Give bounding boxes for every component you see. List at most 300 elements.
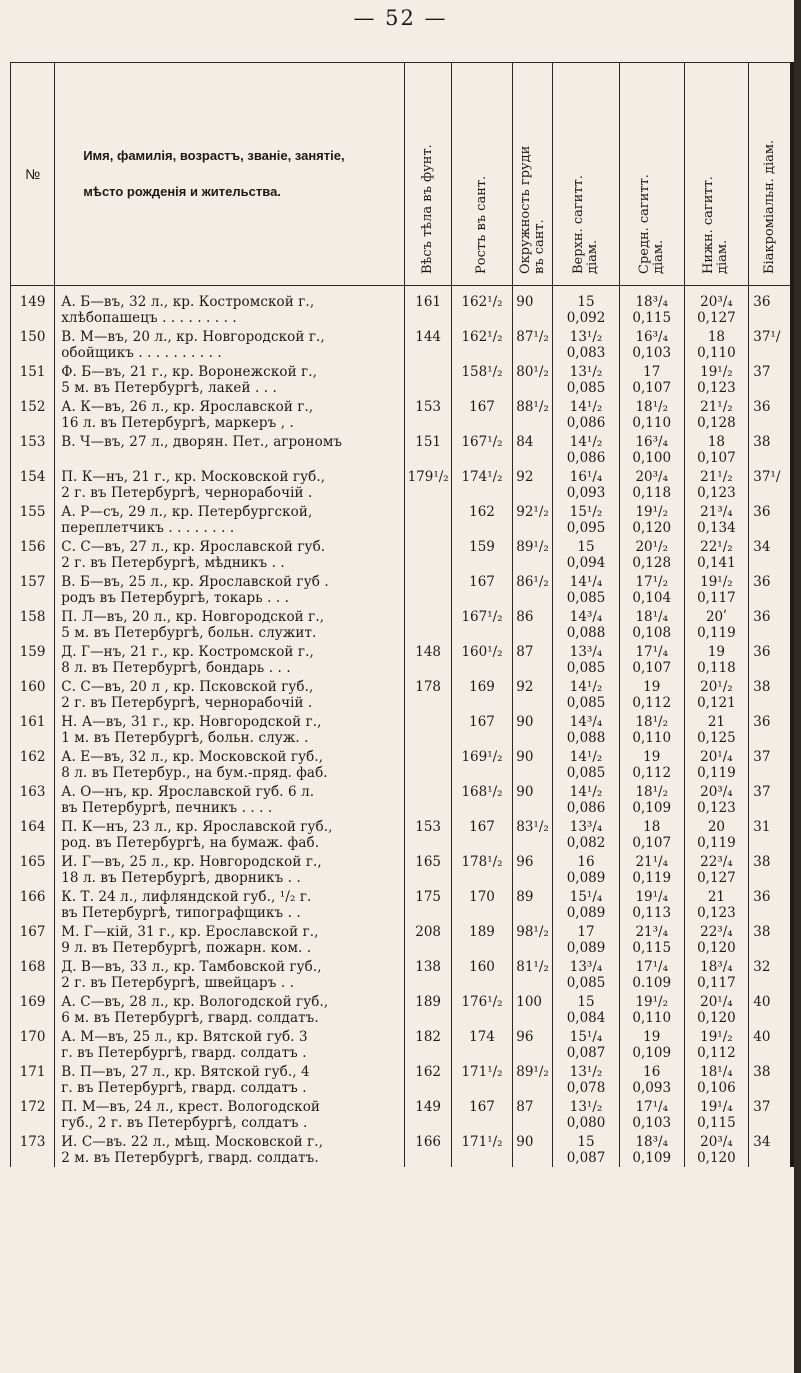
row-description-line2: 9 л. въ Петербургѣ, пожарн. ком. . — [61, 940, 312, 956]
row-height — [451, 1132, 512, 1167]
row-middle-sagittal — [619, 782, 684, 817]
row-middle-index: 0,120 — [632, 520, 672, 536]
row-middle-sagittal — [619, 957, 684, 992]
row-biacromial — [749, 852, 793, 887]
row-number — [11, 922, 55, 957]
row-height — [451, 992, 512, 1027]
row-number — [11, 677, 55, 712]
row-description — [55, 1027, 405, 1062]
row-height-text: 189 — [469, 924, 495, 940]
row-chest — [513, 852, 553, 887]
row-middle-value: 20¹/₂ — [635, 539, 669, 555]
table-row — [11, 642, 794, 677]
row-weight-text: 189 — [415, 994, 442, 1010]
row-biacromial-text: 38 — [753, 924, 771, 940]
row-upper-value: 14³/₄ — [569, 609, 603, 625]
row-lower-value: 18¹/₄ — [700, 1064, 733, 1080]
row-weight-text: 166 — [415, 1134, 442, 1150]
row-biacromial — [749, 747, 793, 782]
row-biacromial — [749, 327, 793, 362]
row-upper-index: 0,089 — [566, 870, 606, 886]
row-lower-value: 22¹/₂ — [700, 539, 733, 555]
row-upper-sagittal — [553, 922, 620, 957]
row-upper-value: 16¹/₄ — [569, 469, 603, 485]
row-biacromial — [749, 677, 793, 712]
row-biacromial-text: 36 — [753, 294, 771, 310]
row-middle-index: 0,110 — [632, 730, 672, 746]
row-middle-value: 17 — [643, 364, 661, 380]
row-middle-sagittal — [619, 292, 684, 327]
row-description-line2: переплетчикъ . . . . . . . . — [61, 520, 235, 536]
row-middle-value: 19 — [643, 749, 661, 765]
row-upper-index: 0,088 — [566, 730, 606, 746]
table-row — [11, 677, 794, 712]
row-upper-value: 13¹/₂ — [569, 1099, 603, 1115]
row-weight — [405, 677, 451, 712]
row-number-text: 162 — [19, 749, 46, 765]
row-number-text: 161 — [19, 714, 46, 730]
row-description-line2: въ Петербургѣ, типографщикъ . . — [61, 905, 301, 921]
row-middle-sagittal — [619, 1132, 684, 1167]
row-biacromial-text: 37 — [753, 1099, 771, 1115]
row-number-text: 163 — [19, 784, 46, 800]
row-lower-value: 18³/₄ — [700, 959, 733, 975]
row-weight — [405, 502, 451, 537]
row-height — [451, 467, 512, 502]
row-middle-value: 18³/₄ — [635, 294, 669, 310]
row-lower-sagittal — [684, 1062, 749, 1097]
row-lower-value: 20¹/₄ — [700, 749, 733, 765]
row-middle-value: 18³/₄ — [635, 1134, 669, 1150]
header-middle-line1: Средн. сагитт. — [636, 174, 652, 274]
row-lower-sagittal — [684, 852, 749, 887]
row-description-line1: Д. В—въ, 33 л., кр. Тамбовской губ., — [61, 959, 322, 975]
row-lower-index: 0,119 — [697, 765, 736, 781]
row-height — [451, 502, 512, 537]
row-biacromial-text: 36 — [753, 609, 771, 625]
row-middle-index: 0,107 — [632, 835, 672, 851]
row-weight — [405, 887, 451, 922]
row-lower-value: 21³/₄ — [700, 504, 733, 520]
table-row — [11, 922, 794, 957]
row-upper-sagittal — [553, 1097, 620, 1132]
row-lower-sagittal — [684, 817, 749, 852]
row-description-line1: В. Б—въ, 25 л., кр. Ярославской губ . — [61, 574, 329, 590]
row-upper-value: 15¹/₄ — [569, 1029, 603, 1045]
row-lower-index: 0,141 — [697, 555, 736, 571]
row-lower-value: 22³/₄ — [700, 854, 733, 870]
row-lower-sagittal — [684, 607, 749, 642]
row-number-text: 170 — [19, 1029, 46, 1045]
row-weight — [405, 957, 451, 992]
row-upper-index: 0,085 — [566, 590, 606, 606]
row-middle-index: 0,109 — [632, 800, 672, 816]
row-middle-value: 18¹/₂ — [635, 784, 669, 800]
row-upper-value: 13¹/₂ — [569, 364, 603, 380]
row-height — [451, 537, 512, 572]
row-description-line1: В. П—въ, 27 л., кр. Вятской губ., 4 — [61, 1064, 310, 1080]
row-weight — [405, 747, 451, 782]
row-number — [11, 817, 55, 852]
row-description-line2: 5 м. въ Петербургѣ, лакей . . . — [61, 380, 277, 396]
row-number — [11, 782, 55, 817]
row-biacromial — [749, 817, 793, 852]
row-description — [55, 362, 405, 397]
row-description — [55, 677, 405, 712]
table-row — [11, 292, 794, 327]
row-height — [451, 1027, 512, 1062]
row-description-line2: 2 г. въ Петербургѣ, чернорабочій . — [61, 485, 313, 501]
row-description-line2: обойщикъ . . . . . . . . . . — [61, 345, 222, 361]
row-lower-sagittal — [684, 327, 749, 362]
row-number-text: 171 — [19, 1064, 46, 1080]
row-lower-value: 19¹/₂ — [700, 364, 733, 380]
row-lower-index: 0,134 — [697, 520, 736, 536]
row-chest-text: 80¹/₂ — [516, 364, 549, 380]
row-weight — [405, 432, 451, 467]
row-description-line1: Д. Г—нъ, 21 г., кр. Костромской г., — [61, 644, 314, 660]
header-upper-sagittal — [553, 63, 620, 286]
header-biacromial-text: Біакроміальн. діам. — [761, 139, 777, 274]
table-row — [11, 747, 794, 782]
row-description-line2: 16 л. въ Петербургѣ, маркеръ , . — [61, 415, 294, 431]
table-row — [11, 712, 794, 747]
row-description-line2: г. въ Петербургѣ, гвард. солдатъ . — [61, 1045, 307, 1061]
row-middle-index: 0,103 — [632, 345, 672, 361]
row-lower-sagittal — [684, 887, 749, 922]
header-lower-line1: Нижн. сагитт. — [701, 176, 717, 274]
row-height-text: 167 — [469, 714, 495, 730]
row-biacromial-text: 36 — [753, 644, 771, 660]
row-middle-sagittal — [619, 327, 684, 362]
row-chest — [513, 432, 553, 467]
row-middle-index: 0,093 — [632, 1080, 672, 1096]
row-upper-sagittal — [553, 852, 620, 887]
row-number — [11, 537, 55, 572]
row-upper-index: 0,080 — [566, 1115, 606, 1131]
header-lower-sagittal — [684, 63, 749, 286]
row-description — [55, 467, 405, 502]
row-weight-text: 208 — [415, 924, 442, 940]
row-number-text: 169 — [19, 994, 46, 1010]
row-chest-text: 81¹/₂ — [516, 959, 549, 975]
row-number — [11, 502, 55, 537]
header-height — [451, 63, 512, 286]
row-chest — [513, 327, 553, 362]
row-weight — [405, 467, 451, 502]
row-number — [11, 1132, 55, 1167]
row-chest-text: 89¹/₂ — [516, 1064, 549, 1080]
row-upper-index: 0,085 — [566, 765, 606, 781]
row-chest — [513, 712, 553, 747]
row-description — [55, 782, 405, 817]
row-number-text: 167 — [19, 924, 46, 940]
row-lower-index: 0,107 — [697, 450, 736, 466]
row-biacromial — [749, 1062, 793, 1097]
row-lower-index: 0,127 — [697, 870, 736, 886]
row-number — [11, 1097, 55, 1132]
row-height — [451, 712, 512, 747]
row-description-line2: 8 л. въ Петербур., на бум.-пряд. фаб. — [61, 765, 328, 781]
row-upper-value: 13¹/₂ — [569, 1064, 603, 1080]
row-middle-index: 0,112 — [632, 695, 672, 711]
row-lower-sagittal — [684, 1132, 749, 1167]
row-middle-sagittal — [619, 712, 684, 747]
row-description-line1: А. К—въ, 26 л., кр. Ярославской г., — [61, 399, 314, 415]
row-lower-sagittal — [684, 992, 749, 1027]
row-chest — [513, 642, 553, 677]
page-number: — 52 — — [353, 6, 448, 30]
row-middle-value: 19¹/₂ — [635, 994, 669, 1010]
row-upper-index: 0,087 — [566, 1150, 606, 1166]
row-upper-index: 0,086 — [566, 800, 606, 816]
row-weight-text: 153 — [415, 819, 442, 835]
row-middle-index: 0,115 — [632, 940, 672, 956]
row-weight — [405, 782, 451, 817]
row-description-line2: 2 г. въ Петербургѣ, чернорабочій . — [61, 695, 313, 711]
row-lower-index: 0,125 — [697, 730, 736, 746]
row-lower-index: 0,118 — [697, 660, 736, 676]
row-lower-index: 0,120 — [697, 940, 736, 956]
row-chest-text: 89 — [516, 889, 534, 905]
row-description-line1: К. Т. 24 л., лифляндской губ., ¹/₂ г. — [61, 889, 312, 905]
row-lower-index: 0,120 — [697, 1150, 736, 1166]
row-number — [11, 712, 55, 747]
row-upper-index: 0,086 — [566, 450, 606, 466]
row-chest — [513, 1027, 553, 1062]
row-upper-sagittal — [553, 677, 620, 712]
row-upper-index: 0,092 — [566, 310, 606, 326]
table-row — [11, 467, 794, 502]
row-chest — [513, 1097, 553, 1132]
row-description-line1: Н. А—въ, 31 г., кр. Новгородской г., — [61, 714, 322, 730]
row-lower-sagittal — [684, 712, 749, 747]
row-height-text: 167 — [469, 574, 495, 590]
table-row — [11, 852, 794, 887]
row-number-text: 155 — [19, 504, 46, 520]
row-middle-index: 0,103 — [632, 1115, 672, 1131]
row-middle-index: 0,104 — [632, 590, 672, 606]
header-weight-text: Вѣсъ тѣла въ фунт. — [420, 144, 436, 274]
row-description — [55, 642, 405, 677]
row-height-text: 160¹/₂ — [461, 644, 503, 660]
row-lower-sagittal — [684, 642, 749, 677]
row-lower-sagittal — [684, 1027, 749, 1062]
row-lower-sagittal — [684, 502, 749, 537]
row-height-text: 167 — [469, 399, 495, 415]
row-upper-sagittal — [553, 887, 620, 922]
row-middle-index: 0,118 — [632, 485, 672, 501]
row-number-text: 154 — [19, 469, 46, 485]
row-middle-value: 18¹/₂ — [635, 399, 669, 415]
row-weight-text: 161 — [415, 294, 442, 310]
row-middle-sagittal — [619, 502, 684, 537]
row-height-text: 169¹/₂ — [461, 749, 503, 765]
row-description-line2: 18 л. въ Петербургѣ, дворникъ . . — [61, 870, 301, 886]
header-lower-line2: діам. — [715, 239, 731, 274]
row-biacromial — [749, 502, 793, 537]
header-number: № — [11, 63, 55, 286]
row-lower-sagittal — [684, 537, 749, 572]
row-description-line2: 6 м. въ Петербургѣ, гвард. солдатъ. — [61, 1010, 319, 1026]
row-biacromial — [749, 572, 793, 607]
row-chest-text: 90 — [516, 749, 534, 765]
row-middle-value: 18¹/₂ — [635, 714, 669, 730]
row-height-text: 167¹/₂ — [461, 609, 503, 625]
row-middle-index: 0,119 — [632, 870, 672, 886]
row-description-line1: И. Г—въ, 25 л., кр. Новгородской г., — [61, 854, 322, 870]
header-name — [55, 63, 405, 286]
row-biacromial — [749, 992, 793, 1027]
row-middle-index: 0,128 — [632, 555, 672, 571]
row-biacromial-text: 36 — [753, 714, 771, 730]
row-upper-value: 13³/₄ — [569, 644, 603, 660]
row-middle-sagittal — [619, 992, 684, 1027]
row-height-text: 174 — [469, 1029, 495, 1045]
row-weight-text: 179¹/₂ — [407, 469, 449, 485]
row-middle-index: 0,107 — [632, 380, 672, 396]
row-weight-text: 162 — [415, 1064, 442, 1080]
table-row — [11, 1097, 794, 1132]
row-upper-sagittal — [553, 712, 620, 747]
row-middle-value: 17¹/₂ — [635, 574, 669, 590]
row-upper-value: 14³/₄ — [569, 714, 603, 730]
row-lower-index: 0,112 — [697, 1045, 736, 1061]
row-upper-sagittal — [553, 747, 620, 782]
row-number-text: 151 — [19, 364, 46, 380]
row-middle-value: 17¹/₄ — [635, 959, 669, 975]
row-weight — [405, 992, 451, 1027]
row-chest-text: 87 — [516, 644, 534, 660]
row-description — [55, 747, 405, 782]
row-biacromial-text: 38 — [753, 679, 771, 695]
row-upper-sagittal — [553, 1027, 620, 1062]
row-description-line2: 5 м. въ Петербургѣ, больн. служит. — [61, 625, 317, 641]
row-biacromial-text: 36 — [753, 504, 771, 520]
row-chest-text: 100 — [516, 994, 543, 1010]
row-height-text: 178¹/₂ — [461, 854, 503, 870]
row-number-text: 166 — [19, 889, 46, 905]
row-chest — [513, 957, 553, 992]
row-chest — [513, 502, 553, 537]
row-chest-text: 92 — [516, 469, 534, 485]
row-upper-sagittal — [553, 327, 620, 362]
row-upper-sagittal — [553, 572, 620, 607]
row-number-text: 160 — [19, 679, 46, 695]
row-biacromial-text: 38 — [753, 1064, 771, 1080]
row-weight-text: 175 — [415, 889, 442, 905]
row-description-line2: хлѣбопашецъ . . . . . . . . . — [61, 310, 237, 326]
row-description-line2: губ., 2 г. въ Петербургѣ, солдатъ . — [61, 1115, 308, 1131]
row-weight — [405, 397, 451, 432]
row-weight-text: 151 — [415, 434, 442, 450]
row-description — [55, 327, 405, 362]
row-description-line1: И. С—въ. 22 л., мѣщ. Московской г., — [61, 1134, 324, 1150]
row-weight — [405, 362, 451, 397]
row-upper-value: 15 — [577, 294, 595, 310]
row-height — [451, 677, 512, 712]
row-chest-text: 98¹/₂ — [516, 924, 549, 940]
row-biacromial-text: 37 — [753, 749, 771, 765]
row-weight — [405, 712, 451, 747]
row-upper-index: 0,088 — [566, 625, 606, 641]
row-number — [11, 572, 55, 607]
row-upper-sagittal — [553, 292, 620, 327]
row-height — [451, 1097, 512, 1132]
row-lower-index: 0,123 — [697, 905, 736, 921]
row-number-text: 156 — [19, 539, 46, 555]
row-middle-index: 0,110 — [632, 415, 672, 431]
row-upper-index: 0,085 — [566, 380, 606, 396]
row-biacromial-text: 37¹/ — [753, 329, 781, 345]
header-middle-sagittal — [619, 63, 684, 286]
row-lower-value: 20¹/₂ — [700, 679, 733, 695]
row-lower-value: 20¹/₄ — [700, 994, 733, 1010]
row-upper-sagittal — [553, 467, 620, 502]
row-weight-text: 148 — [415, 644, 442, 660]
row-biacromial-text: 38 — [753, 854, 771, 870]
row-lower-sagittal — [684, 572, 749, 607]
row-biacromial — [749, 1132, 793, 1167]
row-description — [55, 432, 405, 467]
row-middle-value: 17¹/₄ — [635, 644, 669, 660]
row-biacromial-text: 40 — [753, 994, 771, 1010]
row-height-text: 167¹/₂ — [461, 434, 503, 450]
table-row — [11, 957, 794, 992]
row-weight-text: 138 — [415, 959, 442, 975]
row-upper-sagittal — [553, 1132, 620, 1167]
row-height — [451, 852, 512, 887]
row-description-line1: П. К—нъ, 21 г., кр. Московской губ., — [61, 469, 326, 485]
table-row — [11, 887, 794, 922]
row-chest-text: 86¹/₂ — [516, 574, 549, 590]
row-chest-text: 96 — [516, 854, 534, 870]
row-upper-value: 13³/₄ — [569, 819, 603, 835]
row-weight-text: 153 — [415, 399, 442, 415]
row-middle-index: 0,107 — [632, 660, 672, 676]
row-upper-index: 0,085 — [566, 660, 606, 676]
row-height-text: 170 — [469, 889, 495, 905]
row-middle-index: 0,109 — [632, 1045, 672, 1061]
row-lower-index: 0,123 — [697, 485, 736, 501]
row-height — [451, 432, 512, 467]
header-chest-line2: въ сант. — [531, 219, 547, 274]
row-chest — [513, 397, 553, 432]
row-height-text: 158¹/₂ — [461, 364, 503, 380]
row-lower-index: 0,119 — [697, 835, 736, 851]
table-row — [11, 362, 794, 397]
row-weight — [405, 572, 451, 607]
row-description — [55, 922, 405, 957]
row-height — [451, 397, 512, 432]
row-biacromial-text: 31 — [753, 819, 771, 835]
header-chest-line1: Окружность груди — [517, 145, 533, 274]
row-upper-value: 14¹/₂ — [569, 679, 603, 695]
row-height — [451, 782, 512, 817]
row-weight-text: 182 — [415, 1029, 442, 1045]
row-chest-text: 87¹/₂ — [516, 329, 549, 345]
row-lower-index: 0,106 — [697, 1080, 736, 1096]
row-description — [55, 887, 405, 922]
row-chest — [513, 467, 553, 502]
row-middle-sagittal — [619, 467, 684, 502]
row-biacromial — [749, 432, 793, 467]
row-lower-index: 0,120 — [697, 1010, 736, 1026]
row-lower-value: 20 — [707, 819, 725, 835]
row-lower-index: 0,121 — [697, 695, 736, 711]
row-number-text: 159 — [19, 644, 46, 660]
row-upper-sagittal — [553, 607, 620, 642]
